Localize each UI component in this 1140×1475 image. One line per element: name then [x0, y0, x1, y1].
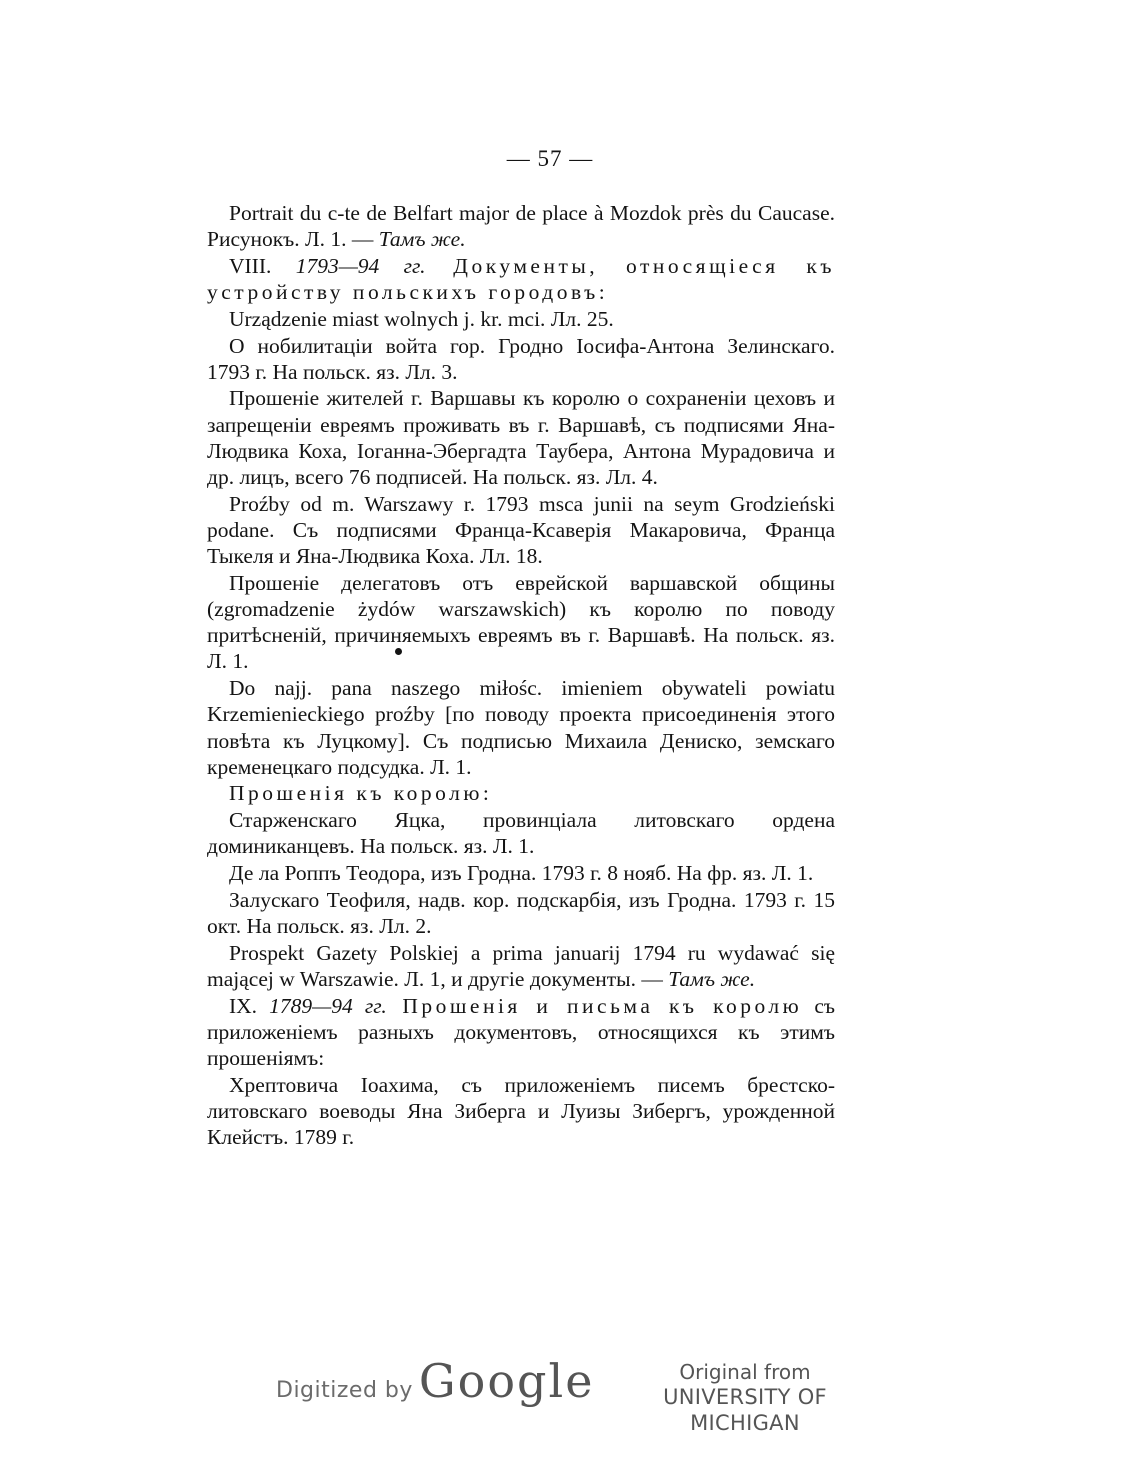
paragraph-khreptovich: Хрептовича Іоахима, съ приложеніемъ писемъ брестско-литовскаго воеводы Яна Зиберга и Луизы Зибергъ, урожденной Клейстъ. 1789 г. [207, 1072, 835, 1150]
page-number: — 57 — [506, 146, 594, 171]
university-label: UNIVERSITY OF MICHIGAN [663, 1385, 827, 1435]
ink-dot [395, 648, 402, 655]
section-viii-heading: VIII. 1793—94 гг. Документы, относящіеся къ устройству польскихъ городовъ: [207, 253, 835, 305]
paragraph-warsaw-petition: Прошеніе жителей г. Варшавы къ королю о сохраненіи цеховъ и запрещеніи евреямъ проживать въ г. Варшавѣ, съ подписями Яна-Людвика Коха, Іоганна-Эбергадта Таубера, Антона Мурадовича и др. лицъ, всего 76 подписей. На польск. яз. Лл. 4. [207, 386, 835, 490]
paragraph-starzhensky: Старженскаго Яцка, провинціала литовскаго ордена доминиканцевъ. На польск. яз. Л. 1. [207, 808, 835, 859]
digitized-by-google-watermark [276, 1354, 594, 1414]
petitions-heading: Прошенія къ королю: [229, 781, 493, 806]
paragraph-prospekt-gazety: Prospekt Gazety Polskiej a prima januarij 1794 ru wydawać się mającej w Warszawie. Л. 1, и другіе документы. — Тамъ же. [207, 940, 835, 991]
paragraph-nobilitation: О нобилитаціи войта гор. Гродно Іосифа-Антона Зелинскаго. 1793 г. На польск. яз. Лл. 3. [207, 333, 835, 384]
paragraph-portrait: Portrait du c-te de Belfart major de place à Mozdok près du Caucase. Рисунокъ. Л. 1. — Тамъ же. [207, 201, 835, 252]
paragraph-de-la-ropp: Де ла Роппъ Теодора, изъ Гродна. 1793 г. 8 нояб. На фр. яз. Л. 1. [229, 861, 814, 886]
digitized-by-label: Digitized by [276, 1378, 413, 1403]
original-from-watermark [620, 1360, 870, 1436]
google-logo: Google [418, 1354, 595, 1408]
paragraph-zalusky: Залускаго Теофиля, надв. кор. подскарбія, изъ Гродна. 1793 г. 15 окт. На польск. яз. Лл. 2. [207, 887, 835, 938]
paragraph-krzemieniec: Do najj. pana naszego miłośc. imieniem obywateli powiatu Krzemienieckiego proźby [по поводу проекта присоединенія этого повѣта къ Луцкому]. Съ подписью Михаила Дениско, земскаго кременецкаго подсудка. Л. 1. [207, 676, 835, 779]
original-from-label: Original from [679, 1360, 811, 1384]
paragraph-jewish-delegates: Прошеніе делегатовъ отъ еврейской варшавской общины (zgromadzenie żydów warszawskich) къ королю по поводу притѣсненій, причиняемыхъ евреямъ въ г. Варшавѣ. На польск. яз. Л. 1. [207, 570, 835, 674]
document-body [207, 200, 835, 1151]
paragraph-prozby-warszawy: Proźby od m. Warszawy r. 1793 msca junii na seym Grodzieński podane. Съ подписями Франца-Ксаверія Макаровича, Франца Тыкеля и Яна-Людвика Коха. Лл. 18. [207, 491, 835, 569]
paragraph-urzadzenie: Urządzenie miast wolnych j. kr. mci. Лл. 25. [229, 306, 614, 331]
section-ix-heading: IX. 1789—94 гг. Прошенія и письма къ королю съ приложеніемъ разныхъ документовъ, относящихся къ этимъ прошеніямъ: [207, 993, 835, 1070]
